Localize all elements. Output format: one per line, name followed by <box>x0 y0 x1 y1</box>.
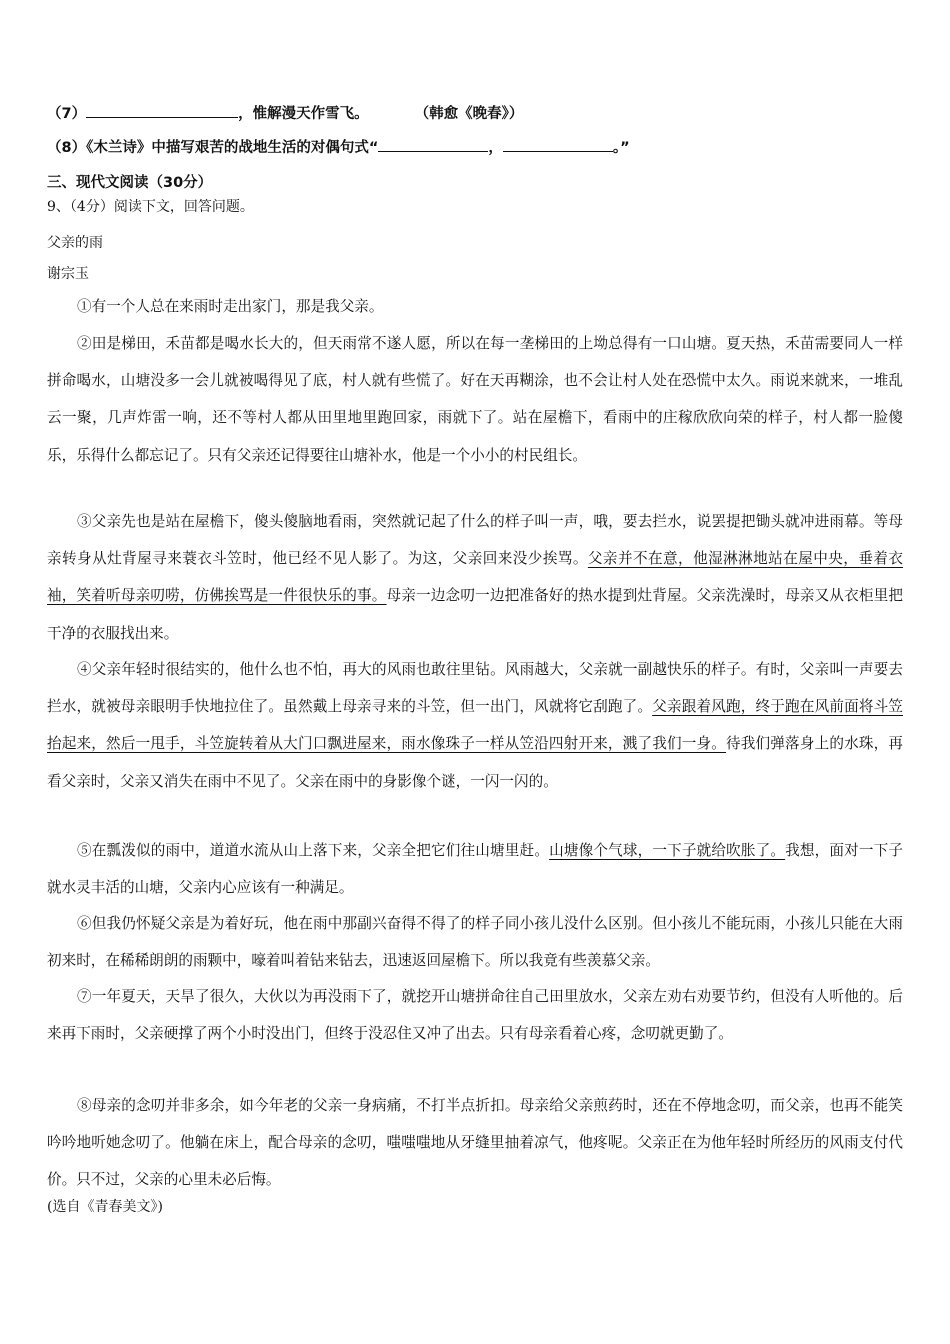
paragraph-8 <box>47 1087 903 1199</box>
section-heading: 三、现代文阅读（30分） <box>47 175 213 191</box>
paragraph-8-text: ⑧母亲的念叨并非多余，如今年老的父亲一身病痛，不打半点折扣。母亲给父亲煎药时，还在不停地念叨，而父亲，也再不能笑吟吟地听她念叨了。他躺在床上，配合母亲的念叨，嗤嗤嗤地从牙缝里抽着凉气，他疼呢。父亲正在为他年轻时所经历的风雨支付代价。只不过，父亲的心里未必后悔。 <box>47 1097 903 1189</box>
question-7 <box>47 102 523 123</box>
question-7-number: （7） <box>47 106 87 122</box>
question-8-comma: ， <box>488 140 503 156</box>
paragraph-7-text: ⑦一年夏天，天旱了很久，大伙以为再没雨下了，就挖开山塘拼命往自己田里放水，父亲左劝右劝要节约，但没有人听他的。后来再下雨时，父亲硬撑了两个小时没出门，但终于没忍住又冲了出去。只有母亲看着心疼，念叨就更勤了。 <box>47 988 903 1043</box>
article-title: 父亲的雨 <box>47 235 103 251</box>
question-8-number: （8） <box>47 140 87 156</box>
question-8-end: 。” <box>612 140 630 156</box>
paragraph-6-text: ⑥但我仍怀疑父亲是为着好玩，他在雨中那副兴奋得不得了的样子同小孩儿没什么区别。但小孩儿不能玩雨，小孩儿只能在大雨初来时，在稀稀朗朗的雨颗中，嚎着叫着钻来钻去，迅速返回屋檐下。所以我竟有些羡慕父亲。 <box>47 915 903 970</box>
paragraph-3-text-b: 母亲一边念叨一边把准备好的热水提到灶背屋。父亲洗澡时，母亲又从衣柜里把干净的衣服找出来。 <box>47 587 903 642</box>
answer-blank-8a[interactable] <box>378 137 488 152</box>
paragraph-4-underlined: 父亲跟着风跑，终于跑在风前面将斗笠抬起来，然后一甩手，斗笠旋转着从大门口飘进屋来，雨水像珠子一样从笠沿四射开来，溅了我们一身。 <box>47 698 903 753</box>
answer-blank-7[interactable] <box>86 103 238 118</box>
paragraph-3-underlined: 父亲并不在意，他湿淋淋地站在屋中央，垂着衣袖，笑着听母亲叨唠，仿佛挨骂是一件很快乐的事。 <box>47 550 903 605</box>
paragraph-2 <box>47 325 903 474</box>
answer-blank-8b[interactable] <box>503 137 613 152</box>
paragraph-4-text-a: ④父亲年轻时很结实的，他什么也不怕，再大的风雨也敢往里钻。风雨越大，父亲就一副越快乐的样子。有时，父亲叫一声要去拦水，就被母亲眼明手快地拉住了。虽然戴上母亲寻来的斗笠，但一出门，风就将它刮跑了。 <box>47 661 903 716</box>
paragraph-3 <box>47 503 903 652</box>
question-8-text: 《木兰诗》中描写艰苦的战地生活的对偶句式“ <box>86 140 379 156</box>
article-source: (选自《青春美文》) <box>47 1199 163 1215</box>
question-7-source: （韩愈《晚春》） <box>414 106 524 122</box>
question-7-text: ，惟解漫天作雪飞。 <box>238 106 369 122</box>
paragraph-4-text-b: 待我们弹落身上的水珠，再看父亲时，父亲又消失在雨中不见了。父亲在雨中的身影像个谜，一闪一闪的。 <box>47 735 903 790</box>
paragraph-7 <box>47 978 903 1052</box>
question-9-label: 9、（4分）阅读下文，回答问题。 <box>47 199 254 215</box>
paragraph-4 <box>47 651 903 800</box>
question-8 <box>47 136 630 157</box>
paragraph-5-text-b: 我想，面对一下子就水灵丰活的山塘，父亲内心应该有一种满足。 <box>47 842 903 897</box>
paragraph-1 <box>47 288 903 325</box>
paragraph-5-underlined: 山塘像个气球，一下子就给吹胀了。 <box>549 842 786 859</box>
paragraph-3-text-a: ③父亲先也是站在屋檐下，傻头傻脑地看雨，突然就记起了什么的样子叫一声，哦，要去拦水，说罢提把锄头就冲进雨幕。等母亲转身从灶背屋寻来蓑衣斗笠时，他已经不见人影了。为这，父亲回来没少挨骂。 <box>47 513 903 568</box>
paragraph-5-text-a: ⑤在瓢泼似的雨中，道道水流从山上落下来，父亲全把它们往山塘里赶。 <box>77 842 550 859</box>
paragraph-6 <box>47 905 903 979</box>
paragraph-2-text: ②田是梯田，禾苗都是喝水长大的，但天雨常不遂人愿，所以在每一垄梯田的上坳总得有一口山塘。夏天热，禾苗需要同人一样拼命喝水，山塘没多一会儿就被喝得见了底，村人就有些慌了。好在天再糊涂，也不会让村人处在恐慌中太久。雨说来就来，一堆乱云一聚，几声炸雷一响，还不等村人都从田里地里跑回家，雨就下了。站在屋檐下，看雨中的庄稼欣欣向荣的样子，村人都一脸傻乐，乐得什么都忘记了。只有父亲还记得要往山塘补水，他是一个小小的村民组长。 <box>47 335 903 464</box>
paragraph-5 <box>47 832 903 906</box>
paragraph-1-text: ①有一个人总在来雨时走出家门，那是我父亲。 <box>77 298 384 315</box>
article-author: 谢宗玉 <box>47 266 89 282</box>
